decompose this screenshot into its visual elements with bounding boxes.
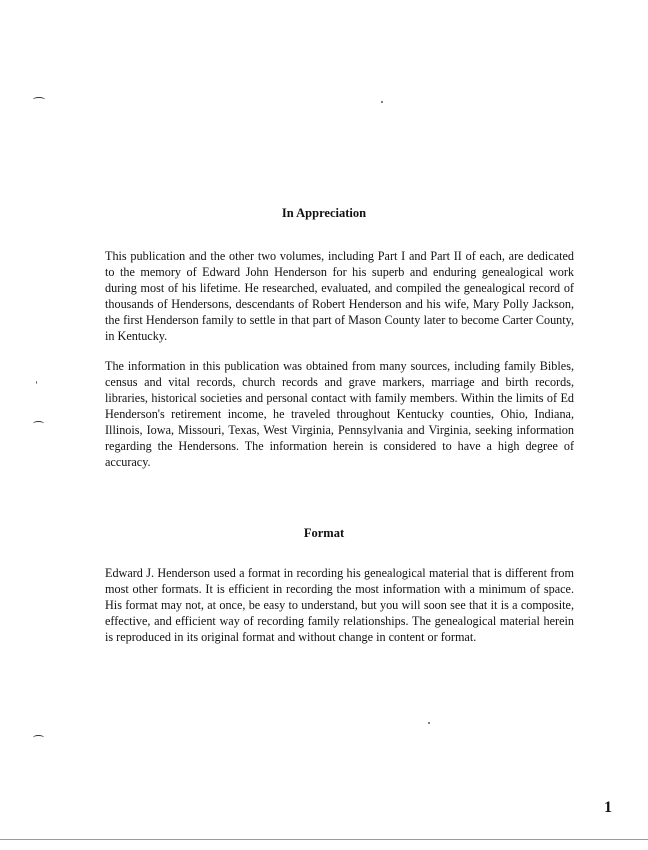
- scan-speck: [36, 381, 37, 384]
- appreciation-paragraph-1: This publication and the other two volumes, including Part I and Part II of each, are dedicated to the memory of Edward John Henderson for his superb and enduring genealogical work during most of his lifetime. He researched, evaluated, and compiled the genealogical record of thousands of Hendersons, descendants of Robert Henderson and his wife, Mary Polly Jackson, the first Henderson family to settle in that part of Mason County later to become Carter County, in Kentucky.: [105, 249, 574, 343]
- page-number: 1: [604, 799, 612, 816]
- margin-mark-middle: [33, 421, 44, 426]
- margin-mark-top: [33, 97, 45, 102]
- margin-mark-bottom: [33, 735, 44, 740]
- format-heading: Format: [303, 526, 345, 540]
- bottom-edge-rule: [0, 839, 648, 840]
- scan-speck: [428, 722, 430, 724]
- format-paragraph: Edward J. Henderson used a format in recording his genealogical material that is different from most other formats. It is efficient in recording the most information with a minimum of space. His format may not, at once, be easy to understand, but you will soon see that it is a composite, effective, and efficient way of recording family relationships. The genealogical material herein is reproduced in its original format and without change in content or format.: [105, 566, 574, 644]
- appreciation-paragraph-2: The information in this publication was obtained from many sources, including family Bibles, census and vital records, church records and grave markers, marriage and birth records, libraries, historical societies and personal contact with family members. Within the limits of Ed Henderson's retirement income, he traveled throughout Kentucky counties, Ohio, Indiana, Illinois, Iowa, Missouri, Texas, West Virginia, Pennsylvania and Virginia, seeking information regarding the Hendersons. The information herein is considered to have a high degree of accuracy.: [105, 359, 574, 469]
- appreciation-heading: In Appreciation: [281, 206, 367, 220]
- scan-speck: [381, 101, 383, 103]
